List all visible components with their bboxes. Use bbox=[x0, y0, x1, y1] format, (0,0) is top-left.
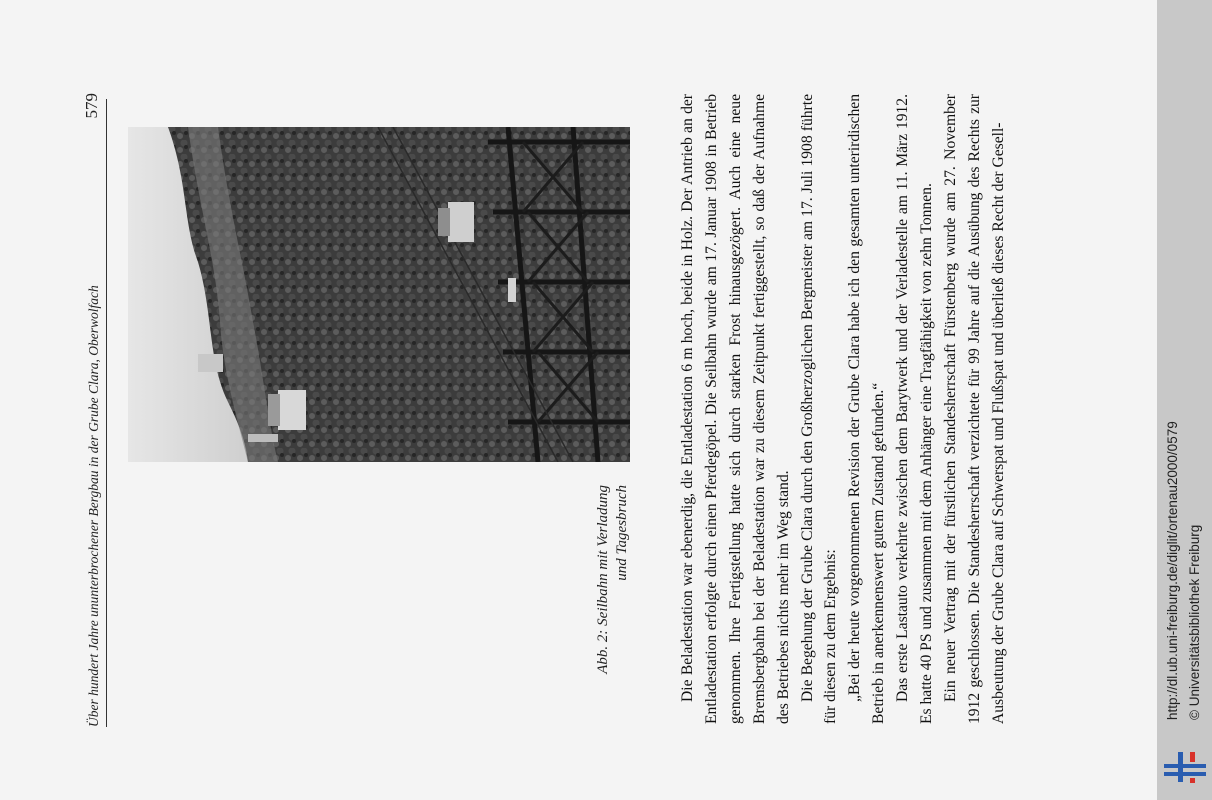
running-header bbox=[82, 93, 107, 727]
paragraph-4: Das erste Lastauto verkehrte zwischen dem Barytwerk und der Verladestelle am 11. März 1912. Es hatte 40 PS und zusammen mit dem Anhänger eine Tragfähigkeit von zehn Tonnen. bbox=[894, 94, 936, 724]
viewer-sidebar bbox=[1157, 0, 1212, 800]
library-logo-icon bbox=[1162, 748, 1208, 784]
running-title: Über hundert Jahre ununterbrochener Bergbau in der Grube Clara, Oberwolfach bbox=[86, 285, 101, 727]
page-content bbox=[0, 55, 1157, 745]
paragraph-3: „Bei der heute vorgenommenen Revision der Grube Clara habe ich den gesamten unterirdischen Betrieb in anerkennenswert gutem Zustand gefunden.“ bbox=[846, 94, 888, 724]
caption-line-1: Abb. 2: Seilbahn mit Verladung bbox=[595, 485, 611, 674]
cableway-photo-image bbox=[128, 127, 630, 462]
copyright-notice: © Universitätsbibliothek Freiburg bbox=[1187, 524, 1202, 720]
header-rule bbox=[106, 99, 107, 727]
page-number: 579 bbox=[82, 93, 101, 119]
source-url-link[interactable]: http://dl.ub.uni-freiburg.de/diglit/ortenau2000/0579 bbox=[1165, 421, 1180, 720]
paragraph-2: Die Begehung der Grube Clara durch den Großherzoglichen Bergmeister am 17. Juli 1908 führte für diesen zu dem Ergebnis: bbox=[798, 94, 840, 724]
figure-caption bbox=[594, 485, 632, 745]
body-text bbox=[676, 94, 1011, 724]
cableway-photo bbox=[128, 127, 630, 462]
sidebar-text bbox=[1157, 0, 1212, 745]
paragraph-1: Die Beladestation war ebenerdig, die Entladestation 6 m hoch, beide in Holz. Der Antrieb an der Entladestation erfolgte durch einen Pferdegöpel. Die Seilbahn wurde am 17. Januar 1908 in Betrieb genommen. Ihre Fertigstellung hatte sich durch starken Frost hinausgezögert. Auch eine neue Bremsbergbahn bei der Beladestation war zu diesem Zeitpunkt fertiggestellt, so daß der Aufnahme des Betriebes nichts mehr im Weg stand. bbox=[679, 94, 792, 724]
paragraph-5: Ein neuer Vertrag mit der fürstlichen Standesherrschaft Fürstenberg wurde am 27. November 1912 geschlossen. Die Standesherrschaft verzichtete für 99 Jahre auf die Ausübung des Rechts zur Ausbeutung der Grube Clara auf Schwerspat und Flußspat und überließ dieses Recht der Gesell- bbox=[941, 94, 1007, 724]
caption-line-2: und Tagesbruch bbox=[614, 485, 630, 581]
